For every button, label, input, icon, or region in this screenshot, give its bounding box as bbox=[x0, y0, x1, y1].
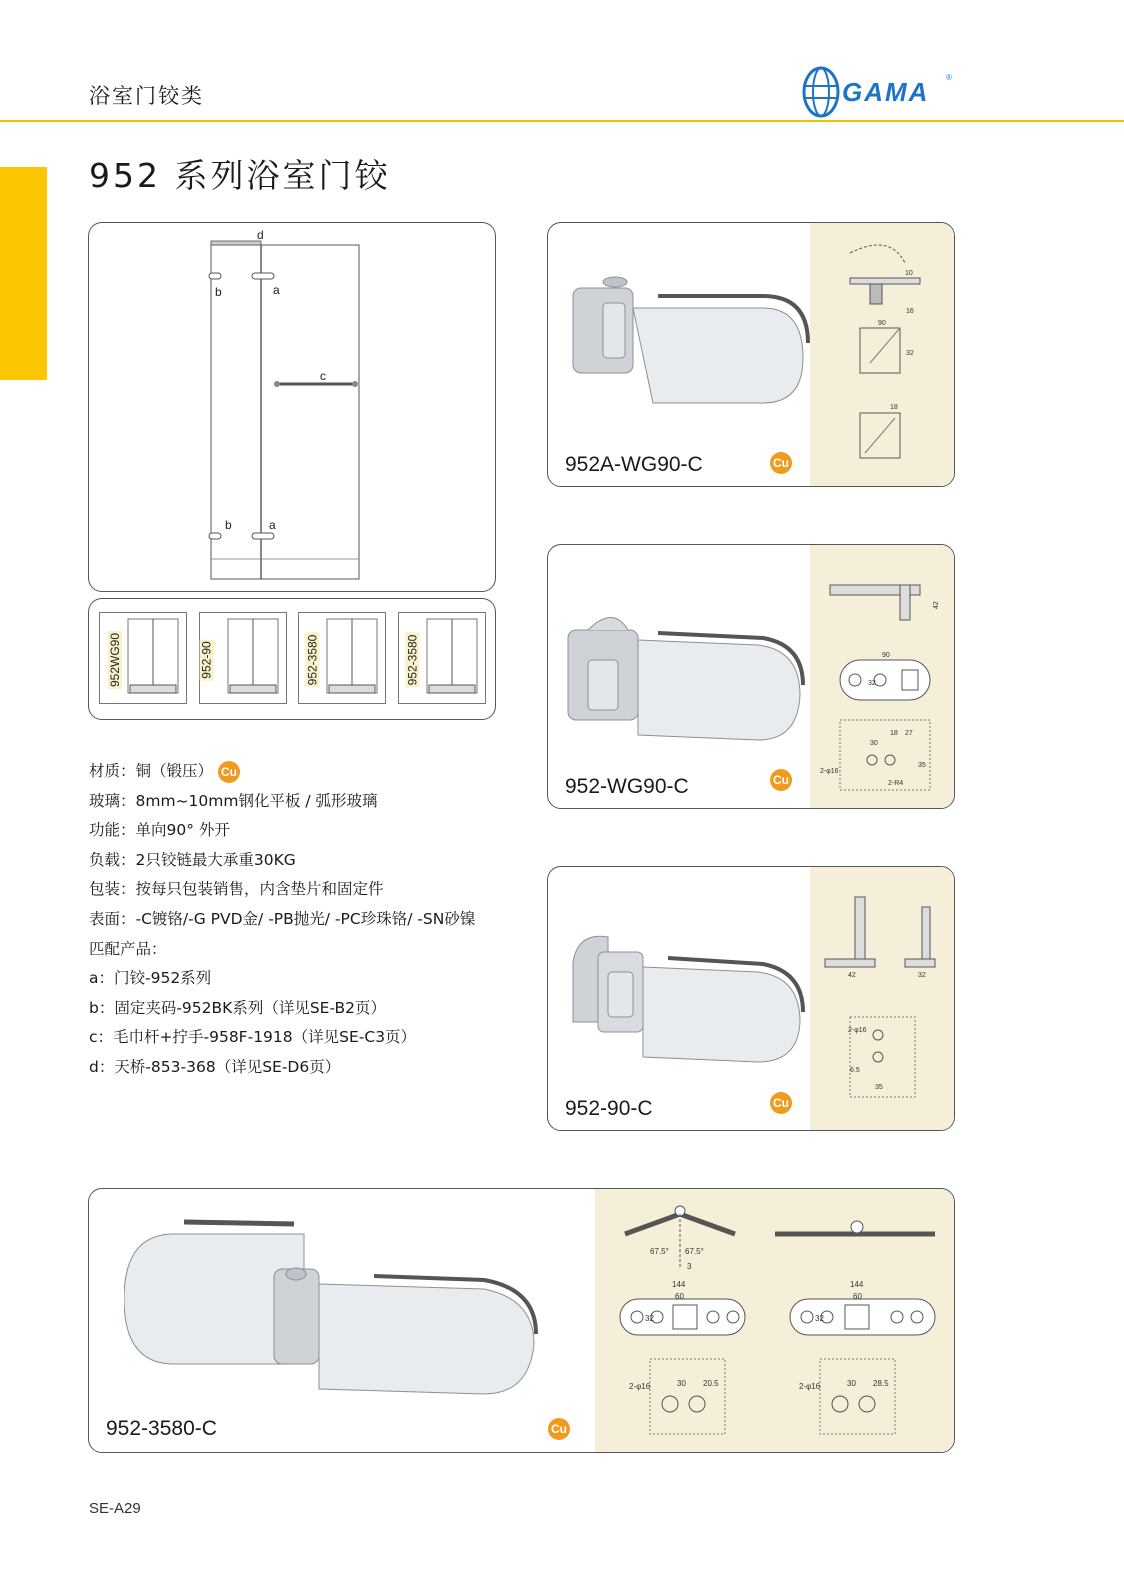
svg-text:2-φ16: 2-φ16 bbox=[799, 1382, 821, 1391]
gama-logo-icon bbox=[802, 64, 962, 120]
technical-drawing-panel bbox=[595, 1189, 954, 1452]
svg-text:3: 3 bbox=[687, 1262, 692, 1271]
brand-logo bbox=[802, 64, 962, 120]
svg-text:20.5: 20.5 bbox=[703, 1379, 719, 1388]
thumbnail-label-2: 952-90 bbox=[199, 641, 214, 679]
thumbnail-4 bbox=[398, 612, 486, 704]
technical-drawing-panel bbox=[810, 545, 954, 808]
brand-name: GAMA bbox=[842, 77, 930, 107]
svg-text:90: 90 bbox=[882, 652, 890, 659]
svg-text:30: 30 bbox=[847, 1379, 856, 1388]
svg-text:18: 18 bbox=[890, 730, 898, 737]
svg-text:42: 42 bbox=[933, 601, 940, 609]
svg-text:90: 90 bbox=[878, 320, 886, 327]
svg-text:2-R4: 2-R4 bbox=[888, 780, 904, 787]
hinge-photo-icon bbox=[563, 268, 813, 428]
page-title: 952 系列浴室门铰 bbox=[89, 156, 391, 195]
hinge-photo-icon bbox=[124, 1214, 564, 1404]
label-b-top: b bbox=[215, 285, 222, 299]
product-model-4: 952-3580-C bbox=[106, 1417, 217, 1440]
label-d: d bbox=[257, 228, 264, 242]
svg-text:144: 144 bbox=[850, 1280, 864, 1289]
technical-drawing-panel bbox=[810, 223, 954, 486]
thumbnail-label-4: 952-3580 bbox=[405, 634, 420, 686]
svg-text:10: 10 bbox=[905, 270, 913, 277]
product-specs bbox=[89, 757, 475, 1083]
copper-badge-icon: Cu bbox=[770, 1092, 792, 1114]
svg-text:2-φ16: 2-φ16 bbox=[629, 1382, 651, 1391]
svg-text:35: 35 bbox=[875, 1084, 883, 1091]
hinge-photo-icon bbox=[558, 600, 808, 760]
svg-text:32: 32 bbox=[815, 1314, 824, 1323]
svg-text:27: 27 bbox=[905, 730, 913, 737]
spec-packaging: 包装：按每只包装销售，内含垫片和固定件 bbox=[89, 880, 384, 899]
label-a-top: a bbox=[273, 283, 280, 297]
thumbnail-1 bbox=[99, 612, 187, 704]
product-card-952A-WG90 bbox=[547, 222, 955, 487]
product-card-952-WG90 bbox=[547, 544, 955, 809]
thumbnail-2 bbox=[199, 612, 287, 704]
svg-text:144: 144 bbox=[672, 1280, 686, 1289]
spec-load: 负载：2只铰链最大承重30KG bbox=[89, 850, 296, 869]
configuration-thumbnails bbox=[88, 598, 496, 720]
page-code: SE-A29 bbox=[89, 1500, 141, 1517]
brand-mark: ® bbox=[946, 73, 952, 82]
thumbnail-label-1: 952WG90 bbox=[108, 632, 123, 688]
svg-text:32: 32 bbox=[868, 680, 876, 687]
copper-badge-icon: Cu bbox=[548, 1418, 570, 1440]
svg-text:67.5°: 67.5° bbox=[650, 1247, 669, 1256]
technical-drawing-panel bbox=[810, 867, 954, 1130]
svg-text:32: 32 bbox=[906, 350, 914, 357]
svg-text:32: 32 bbox=[918, 972, 926, 979]
svg-text:42: 42 bbox=[848, 972, 856, 979]
svg-text:60: 60 bbox=[675, 1292, 684, 1301]
spec-match-b: b：固定夹码-952BK系列（详见SE-B2页） bbox=[89, 998, 386, 1017]
svg-text:2-φ16: 2-φ16 bbox=[848, 1027, 867, 1034]
spec-function: 功能：单向90° 外开 bbox=[89, 821, 230, 840]
svg-text:2-φ16: 2-φ16 bbox=[820, 768, 839, 775]
product-model-3: 952-90-C bbox=[565, 1097, 653, 1120]
spec-match-d: d：天桥-853-368（详见SE-D6页） bbox=[89, 1057, 341, 1076]
copper-badge-icon: Cu bbox=[770, 769, 792, 791]
svg-text:32: 32 bbox=[645, 1314, 654, 1323]
label-a-bottom: a bbox=[269, 518, 276, 532]
thumbnail-3 bbox=[298, 612, 386, 704]
svg-text:35: 35 bbox=[918, 762, 926, 769]
product-model-2: 952-WG90-C bbox=[565, 775, 689, 798]
svg-text:60: 60 bbox=[853, 1292, 862, 1301]
thumbnail-label-3: 952-3580 bbox=[305, 634, 320, 686]
side-tab-marker bbox=[0, 167, 47, 380]
copper-badge-icon: Cu bbox=[770, 452, 792, 474]
product-card-952-3580 bbox=[88, 1188, 955, 1453]
svg-text:28.5: 28.5 bbox=[873, 1379, 889, 1388]
spec-glass: 玻璃：8mm~10mm钢化平板 / 弧形玻璃 bbox=[89, 791, 378, 810]
shower-door-diagram bbox=[88, 222, 496, 592]
product-model-1: 952A-WG90-C bbox=[565, 453, 703, 476]
spec-match-c: c：毛巾杆+拧手-958F-1918（详见SE-C3页） bbox=[89, 1028, 417, 1047]
svg-text:67.5°: 67.5° bbox=[685, 1247, 704, 1256]
header-divider bbox=[0, 120, 1124, 122]
svg-text:16: 16 bbox=[906, 308, 914, 315]
spec-matching-heading: 匹配产品： bbox=[89, 939, 167, 958]
hinge-photo-icon bbox=[558, 922, 808, 1082]
svg-text:30: 30 bbox=[677, 1379, 686, 1388]
svg-text:6.5: 6.5 bbox=[850, 1067, 860, 1074]
svg-text:18: 18 bbox=[890, 404, 898, 411]
spec-finish: 表面：-C镀铬/-G PVD金/ -PB抛光/ -PC珍珠铬/ -SN砂镍 bbox=[89, 909, 476, 928]
spec-material: 材质：铜（锻压） Cu bbox=[89, 757, 475, 787]
section-category: 浴室门铰类 bbox=[89, 84, 204, 108]
label-b-bottom: b bbox=[225, 518, 232, 532]
product-card-952-90 bbox=[547, 866, 955, 1131]
label-c: c bbox=[320, 369, 326, 383]
svg-text:30: 30 bbox=[870, 740, 878, 747]
spec-match-a: a：门铰-952系列 bbox=[89, 969, 212, 988]
copper-badge-icon: Cu bbox=[218, 761, 240, 783]
